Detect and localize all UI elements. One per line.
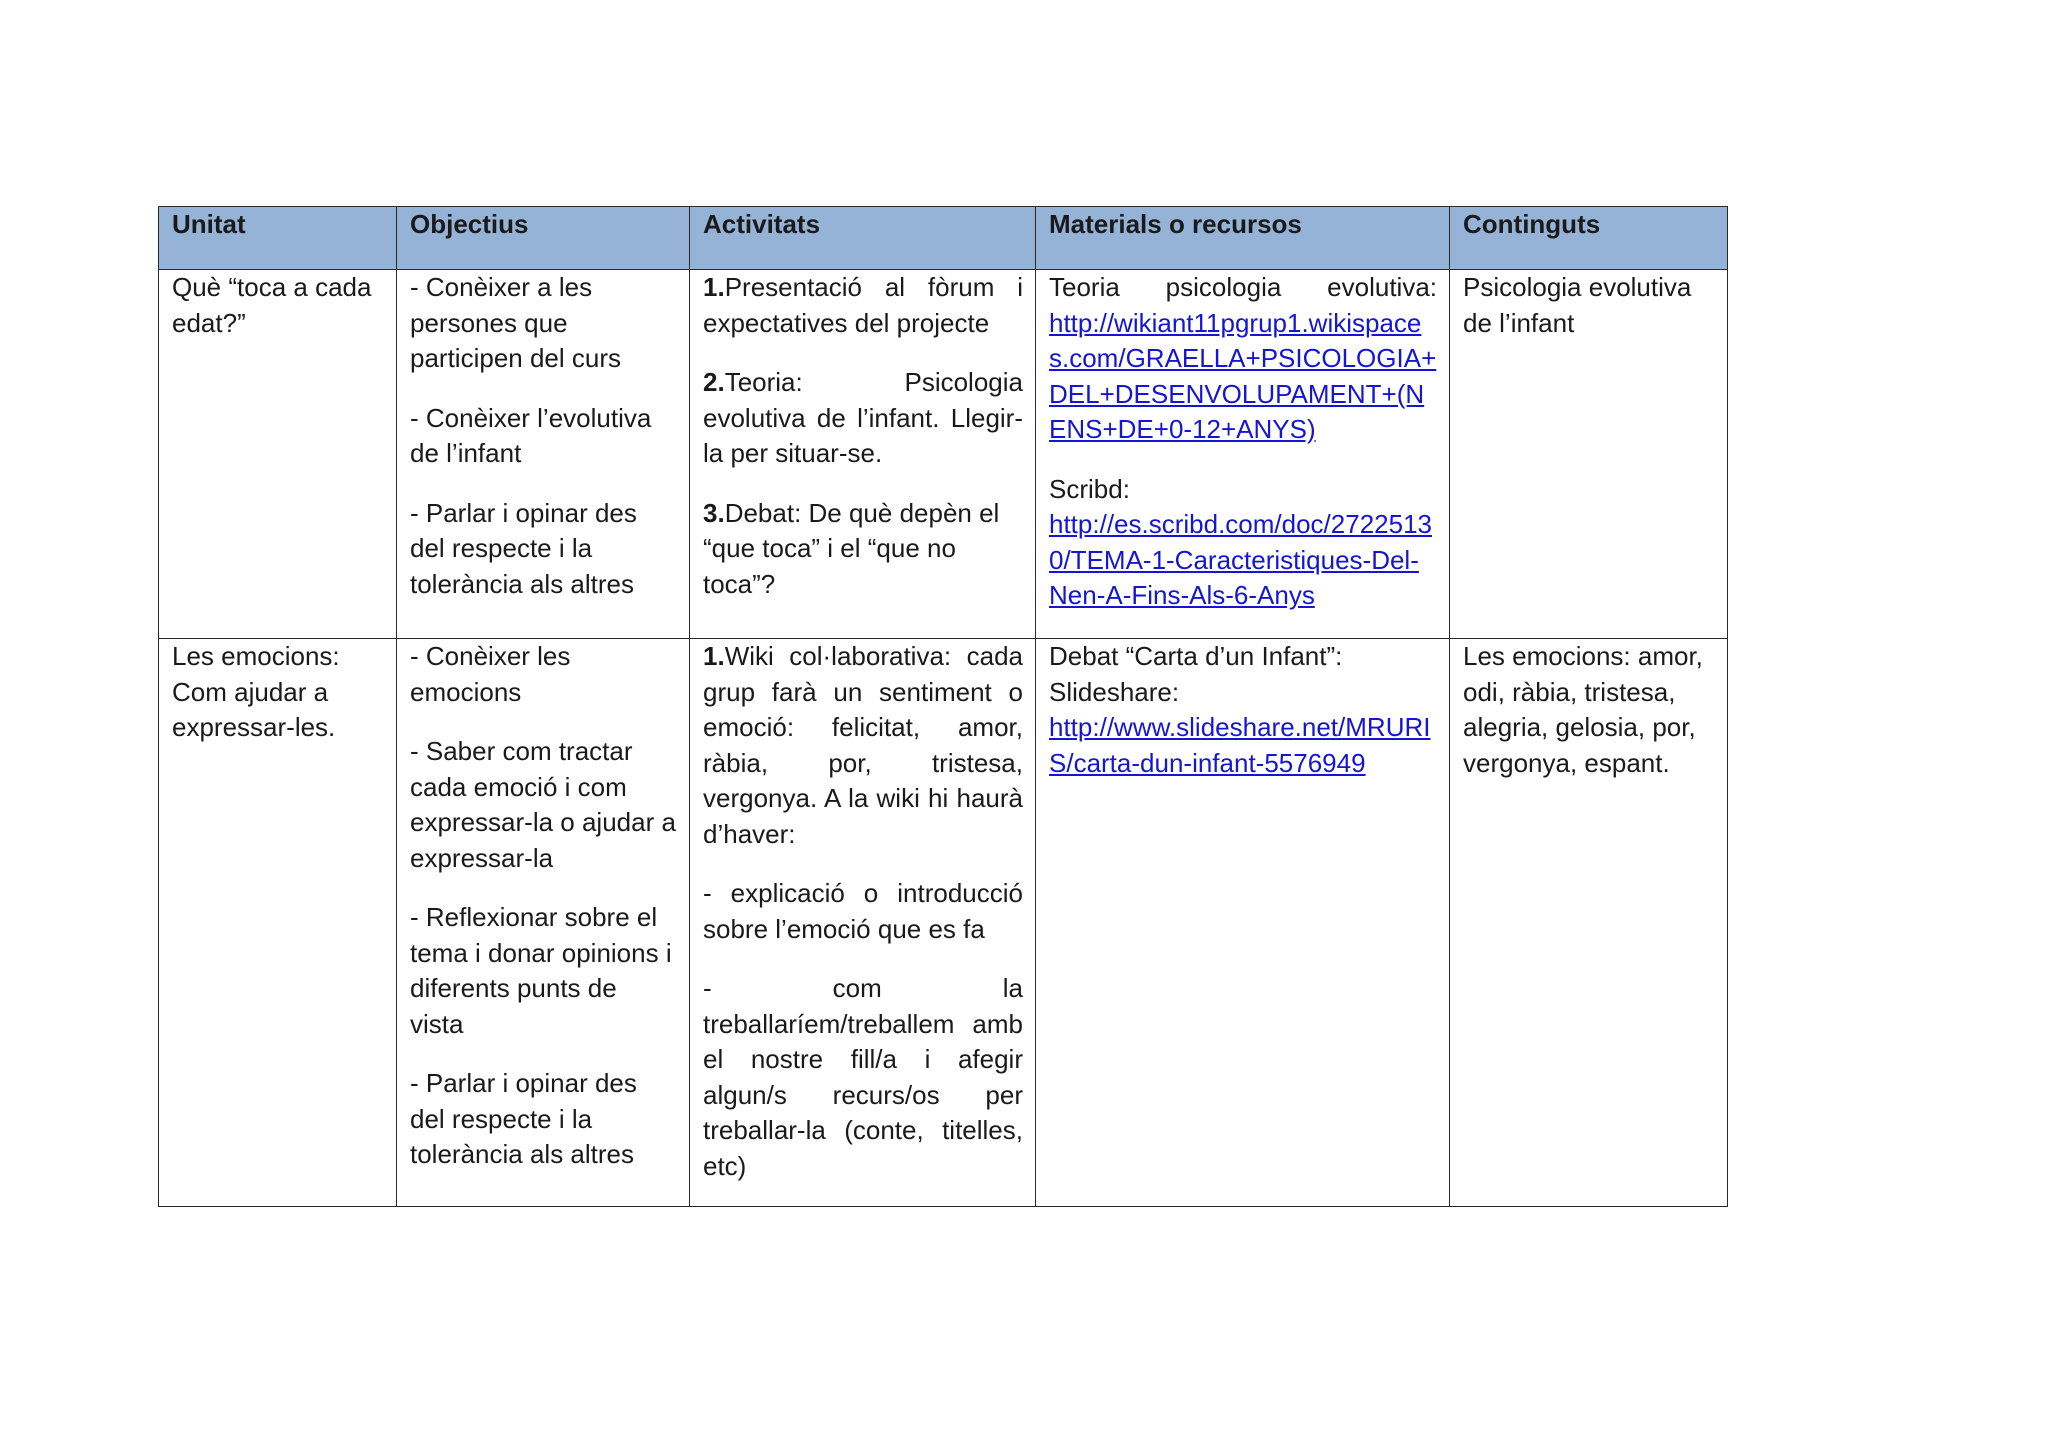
activity-number: 1.	[703, 272, 725, 302]
cell-unit	[159, 639, 397, 1207]
material-label: Scribd:	[1049, 473, 1130, 504]
material-label: Teoria psicologia evolutiva:	[1049, 272, 1437, 302]
activity-item	[703, 639, 1023, 852]
objective-item: - Conèixer les emocions	[410, 641, 571, 707]
activity-text: Presentació al fòrum i expectatives del projecte	[703, 272, 1023, 338]
objective-item: - Conèixer l’evolutiva de l’infant	[410, 402, 652, 468]
cell-contents	[1450, 270, 1728, 639]
activity-text: Teoria: Psicologia evolutiva de l’infant. Llegir-la per situar-se.	[703, 367, 1023, 468]
cell-activities	[690, 270, 1036, 639]
objective-item: - Parlar i opinar des del respecte i la tolerància als altres	[410, 497, 637, 599]
cell-unit	[159, 270, 397, 639]
activity-item	[703, 270, 1023, 341]
table-row	[159, 639, 1728, 1207]
activity-item: - explicació o introducció sobre l’emoció que es fa	[703, 878, 1023, 944]
header-contents: Continguts	[1450, 207, 1728, 270]
header-unit: Unitat	[159, 207, 397, 270]
material-link[interactable]: http://www.slideshare.net/MRURIS/carta-dun-infant-5576949	[1049, 712, 1431, 778]
activity-item: - com la treballaríem/treballem amb el nostre fill/a i afegir algun/s recurs/os per treballar-la (conte, titelles, etc)	[703, 973, 1023, 1181]
unit-text: Les emocions: Com ajudar a expressar-les.	[172, 641, 340, 742]
material-link[interactable]: http://es.scribd.com/doc/27225130/TEMA-1-Caracteristiques-Del-Nen-A-Fins-Als-6-Anys	[1049, 509, 1433, 610]
activity-number: 1.	[703, 641, 725, 671]
material-link[interactable]: http://wikiant11pgrup1.wikispaces.com/GRAELLA+PSICOLOGIA+DEL+DESENVOLUPAMENT+(NENS+DE+0-12+ANYS)	[1049, 307, 1437, 444]
activity-number: 2.	[703, 367, 725, 397]
material-item	[1049, 270, 1437, 448]
cell-materials	[1036, 639, 1450, 1207]
contents-text: Psicologia evolutiva de l’infant	[1463, 272, 1692, 338]
material-label: Slideshare:	[1049, 676, 1180, 707]
objective-item: - Parlar i opinar des del respecte i la tolerància als altres	[410, 1068, 637, 1169]
contents-text: Les emocions: amor, odi, ràbia, tristesa, alegria, gelosia, por, vergonya, espant.	[1463, 641, 1703, 778]
activity-text: Debat: De què depèn el “que toca” i el “que no toca”?	[703, 497, 1000, 599]
activity-item	[703, 365, 1023, 472]
objective-item: - Reflexionar sobre el tema i donar opinions i diferents punts de vista	[410, 902, 672, 1039]
header-activities: Activitats	[690, 207, 1036, 270]
cell-materials	[1036, 270, 1450, 639]
activity-number: 3.	[703, 497, 725, 528]
header-objectives: Objectius	[397, 207, 690, 270]
activity-item	[703, 496, 1023, 603]
cell-activities	[690, 639, 1036, 1207]
planning-table	[158, 206, 1728, 1207]
objective-item: - Saber com tractar cada emoció i com expressar-la o ajudar a expressar-la	[410, 736, 676, 873]
table-row	[159, 270, 1728, 639]
header-row	[159, 207, 1728, 270]
material-item	[1049, 472, 1437, 614]
unit-text: Què “toca a cada edat?”	[172, 272, 372, 338]
cell-objectives	[397, 270, 690, 639]
activity-text: Wiki col·laborativa: cada grup farà un sentiment o emoció: felicitat, amor, ràbia, por, tristesa, vergonya. A la wiki hi haurà d’haver:	[703, 641, 1023, 849]
header-materials: Materials o recursos	[1036, 207, 1450, 270]
cell-objectives	[397, 639, 690, 1207]
objective-item: - Conèixer a les persones que participen del curs	[410, 272, 621, 373]
material-label: Debat “Carta d’un Infant”:	[1049, 641, 1343, 671]
cell-contents	[1450, 639, 1728, 1207]
